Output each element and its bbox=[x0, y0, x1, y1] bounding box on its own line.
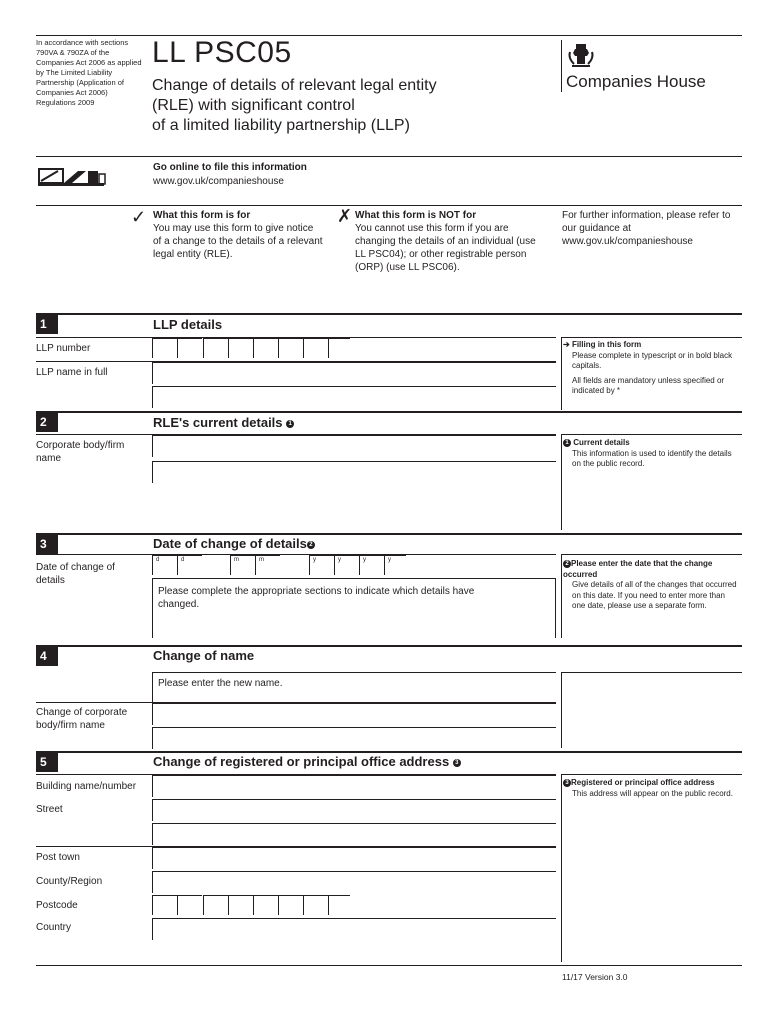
date-instruction-text: Please complete the appropriate sections to indicate which details have changed. bbox=[158, 586, 475, 610]
date-letter: d bbox=[181, 557, 185, 563]
section3-sub-rule bbox=[36, 554, 556, 555]
new-name-instruction: Please enter the new name. bbox=[158, 678, 283, 689]
llp-name-field-2[interactable] bbox=[152, 386, 556, 408]
building-label: Building name/number bbox=[36, 781, 137, 792]
date-box-year-3[interactable] bbox=[359, 555, 384, 575]
note1-text2: All fields are mandatory unless specified or indicated by * bbox=[572, 375, 725, 395]
footer-rule bbox=[36, 965, 742, 966]
legal-note: In accordance with sections 790VA & 790ZA of the Companies Act 2006 as applied by The Limited Liability Partnership (Application of Companies Act 2006) Regulations 2009 bbox=[36, 38, 142, 107]
postcode-box[interactable] bbox=[203, 895, 228, 915]
note2-marker: 1 bbox=[563, 439, 571, 447]
section3-title-text: Date of change of details bbox=[153, 536, 307, 551]
note5-marker: 3 bbox=[563, 779, 571, 787]
llp-number-box[interactable] bbox=[203, 338, 228, 358]
note2-text: This information is used to identify the details on the public record. bbox=[572, 448, 732, 468]
section1-rule bbox=[36, 313, 742, 315]
note5-heading-text: Registered or principal office address bbox=[571, 778, 715, 787]
online-rule bbox=[36, 156, 742, 157]
street-field[interactable] bbox=[152, 799, 556, 821]
postcode-box[interactable] bbox=[328, 895, 350, 915]
postcode-label: Postcode bbox=[36, 900, 78, 911]
note3-heading-text: Please enter the date that the change occurred bbox=[563, 559, 713, 579]
section1-number: 1 bbox=[36, 315, 58, 334]
section5-marker: 3 bbox=[453, 759, 461, 767]
section5-title bbox=[153, 754, 461, 770]
date-letter: y bbox=[338, 557, 341, 563]
what-not-for-block bbox=[355, 209, 545, 274]
corporate-name-label: Corporate body/firm name bbox=[36, 440, 125, 464]
what-not-for-text: You cannot use this form if you are changing the details of an individual (use LL PSC04); or other registrable person (ORP) (use LL PSC06). bbox=[355, 223, 536, 273]
country-field[interactable] bbox=[152, 918, 556, 940]
arrow-right-icon: ➔ bbox=[563, 340, 572, 349]
note3-heading bbox=[563, 559, 738, 580]
section4-title: Change of name bbox=[153, 648, 255, 663]
street-label: Street bbox=[36, 804, 63, 815]
note3-marker: 2 bbox=[563, 560, 571, 568]
date-box-year-1[interactable] bbox=[309, 555, 334, 575]
date-letter: y bbox=[363, 557, 366, 563]
note2-heading-text: Current details bbox=[573, 438, 630, 447]
llp-number-box[interactable] bbox=[253, 338, 278, 358]
section2-marker: 1 bbox=[286, 420, 294, 428]
county-field[interactable] bbox=[152, 871, 556, 893]
section2-title-text: RLE's current details bbox=[153, 415, 283, 430]
section3-number: 3 bbox=[36, 535, 58, 554]
title-line-2: (RLE) with significant control bbox=[152, 97, 355, 114]
date-letter: m bbox=[259, 557, 264, 563]
date-box-year-4[interactable] bbox=[384, 555, 406, 575]
county-label: County/Region bbox=[36, 876, 103, 887]
section3-note bbox=[563, 559, 738, 612]
postcode-box[interactable] bbox=[228, 895, 253, 915]
postcode-box[interactable] bbox=[177, 895, 202, 915]
section3-rule bbox=[36, 533, 742, 535]
form-code: LL PSC05 bbox=[152, 36, 292, 69]
note1-border bbox=[561, 337, 562, 410]
note1-rule bbox=[561, 337, 742, 338]
intro-rule bbox=[36, 205, 742, 206]
section4-rule bbox=[36, 645, 742, 647]
date-box-month-1[interactable] bbox=[230, 555, 255, 575]
what-for-block bbox=[153, 209, 323, 261]
section5-title-text: Change of registered or principal office address bbox=[153, 754, 450, 769]
note5-heading bbox=[563, 778, 738, 789]
section5-rule bbox=[36, 751, 742, 753]
check-icon: ✓ bbox=[131, 207, 147, 227]
note5-border bbox=[561, 774, 562, 962]
date-letter: d bbox=[156, 557, 160, 563]
section2-note bbox=[563, 438, 738, 470]
country-label: Country bbox=[36, 922, 72, 933]
section4-number: 4 bbox=[36, 647, 58, 666]
what-for-text: You may use this form to give notice of a change to the details of a relevant legal entity (RLE). bbox=[153, 223, 323, 260]
further-info: For further information, please refer to our guidance at www.gov.uk/companieshouse bbox=[562, 210, 731, 247]
online-url[interactable]: www.gov.uk/companieshouse bbox=[153, 176, 284, 187]
top-rule bbox=[36, 35, 742, 36]
postcode-box[interactable] bbox=[303, 895, 328, 915]
title-line-3: of a limited liability partnership (LLP) bbox=[152, 117, 410, 134]
llp-name-field[interactable] bbox=[152, 362, 556, 384]
note1-heading bbox=[563, 340, 738, 351]
llp-number-box[interactable] bbox=[278, 338, 303, 358]
devices-icon bbox=[38, 163, 108, 189]
version-label: 11/17 Version 3.0 bbox=[562, 972, 628, 982]
note4-rule bbox=[561, 672, 742, 673]
date-box-day-1[interactable] bbox=[152, 555, 177, 575]
post-town-field[interactable] bbox=[152, 847, 556, 869]
building-field[interactable] bbox=[152, 775, 556, 797]
note4-border bbox=[561, 672, 562, 748]
form-title bbox=[152, 76, 437, 136]
llp-number-label: LLP number bbox=[36, 343, 91, 354]
section2-rule bbox=[36, 411, 742, 413]
note3-border bbox=[561, 554, 562, 638]
note2-border bbox=[561, 434, 562, 530]
brand-divider bbox=[561, 40, 562, 92]
postcode-box[interactable] bbox=[278, 895, 303, 915]
section3-title bbox=[153, 536, 315, 552]
postcode-box[interactable] bbox=[253, 895, 278, 915]
cross-icon: ✗ bbox=[337, 206, 353, 226]
note3-text: Give details of all of the changes that occurred on this date. If you need to enter more than one date, please use a separate form. bbox=[572, 580, 737, 610]
section2-title bbox=[153, 415, 294, 431]
date-box-month-2[interactable] bbox=[255, 555, 280, 575]
note2-rule bbox=[561, 434, 742, 435]
section5-number: 5 bbox=[36, 753, 58, 772]
online-heading: Go online to file this information bbox=[153, 162, 307, 173]
street-field-2[interactable] bbox=[152, 823, 556, 845]
section2-number: 2 bbox=[36, 413, 58, 432]
title-line-1: Change of details of relevant legal entity bbox=[152, 77, 437, 94]
new-name-field-2[interactable] bbox=[152, 727, 556, 749]
new-name-field[interactable] bbox=[152, 703, 556, 725]
date-box-day-2[interactable] bbox=[177, 555, 202, 575]
llp-number-box[interactable] bbox=[303, 338, 328, 358]
post-town-label: Post town bbox=[36, 852, 80, 863]
section1-title: LLP details bbox=[153, 317, 223, 332]
note5-text: This address will appear on the public record. bbox=[572, 788, 733, 798]
llp-number-box[interactable] bbox=[228, 338, 253, 358]
llp-number-box[interactable] bbox=[177, 338, 202, 358]
what-not-for-heading: What this form is NOT for bbox=[355, 210, 477, 221]
note2-heading bbox=[563, 438, 738, 449]
note1-text1: Please complete in typescript or in bold black capitals. bbox=[572, 350, 733, 370]
date-letter: y bbox=[313, 557, 316, 563]
date-letter: y bbox=[388, 557, 391, 563]
current-name-field[interactable] bbox=[152, 435, 556, 457]
note3-rule bbox=[561, 554, 742, 555]
postcode-box[interactable] bbox=[152, 895, 177, 915]
section1-note bbox=[563, 340, 738, 397]
llp-number-box[interactable] bbox=[152, 338, 177, 358]
royal-crest-icon bbox=[566, 42, 596, 70]
what-for-heading: What this form is for bbox=[153, 210, 251, 221]
current-name-field-2[interactable] bbox=[152, 461, 556, 483]
new-name-label: Change of corporate body/firm name bbox=[36, 707, 128, 731]
date-letter: m bbox=[234, 557, 239, 563]
note1-heading-text: Filling in this form bbox=[571, 340, 642, 349]
brand-name: Companies House bbox=[566, 72, 706, 91]
llp-name-label: LLP name in full bbox=[36, 367, 108, 378]
llp-number-box[interactable] bbox=[328, 338, 350, 358]
note5-rule bbox=[561, 774, 742, 775]
section3-marker: 2 bbox=[307, 541, 315, 549]
date-label: Date of change of details bbox=[36, 562, 115, 586]
date-box-year-2[interactable] bbox=[334, 555, 359, 575]
section5-note bbox=[563, 778, 738, 799]
